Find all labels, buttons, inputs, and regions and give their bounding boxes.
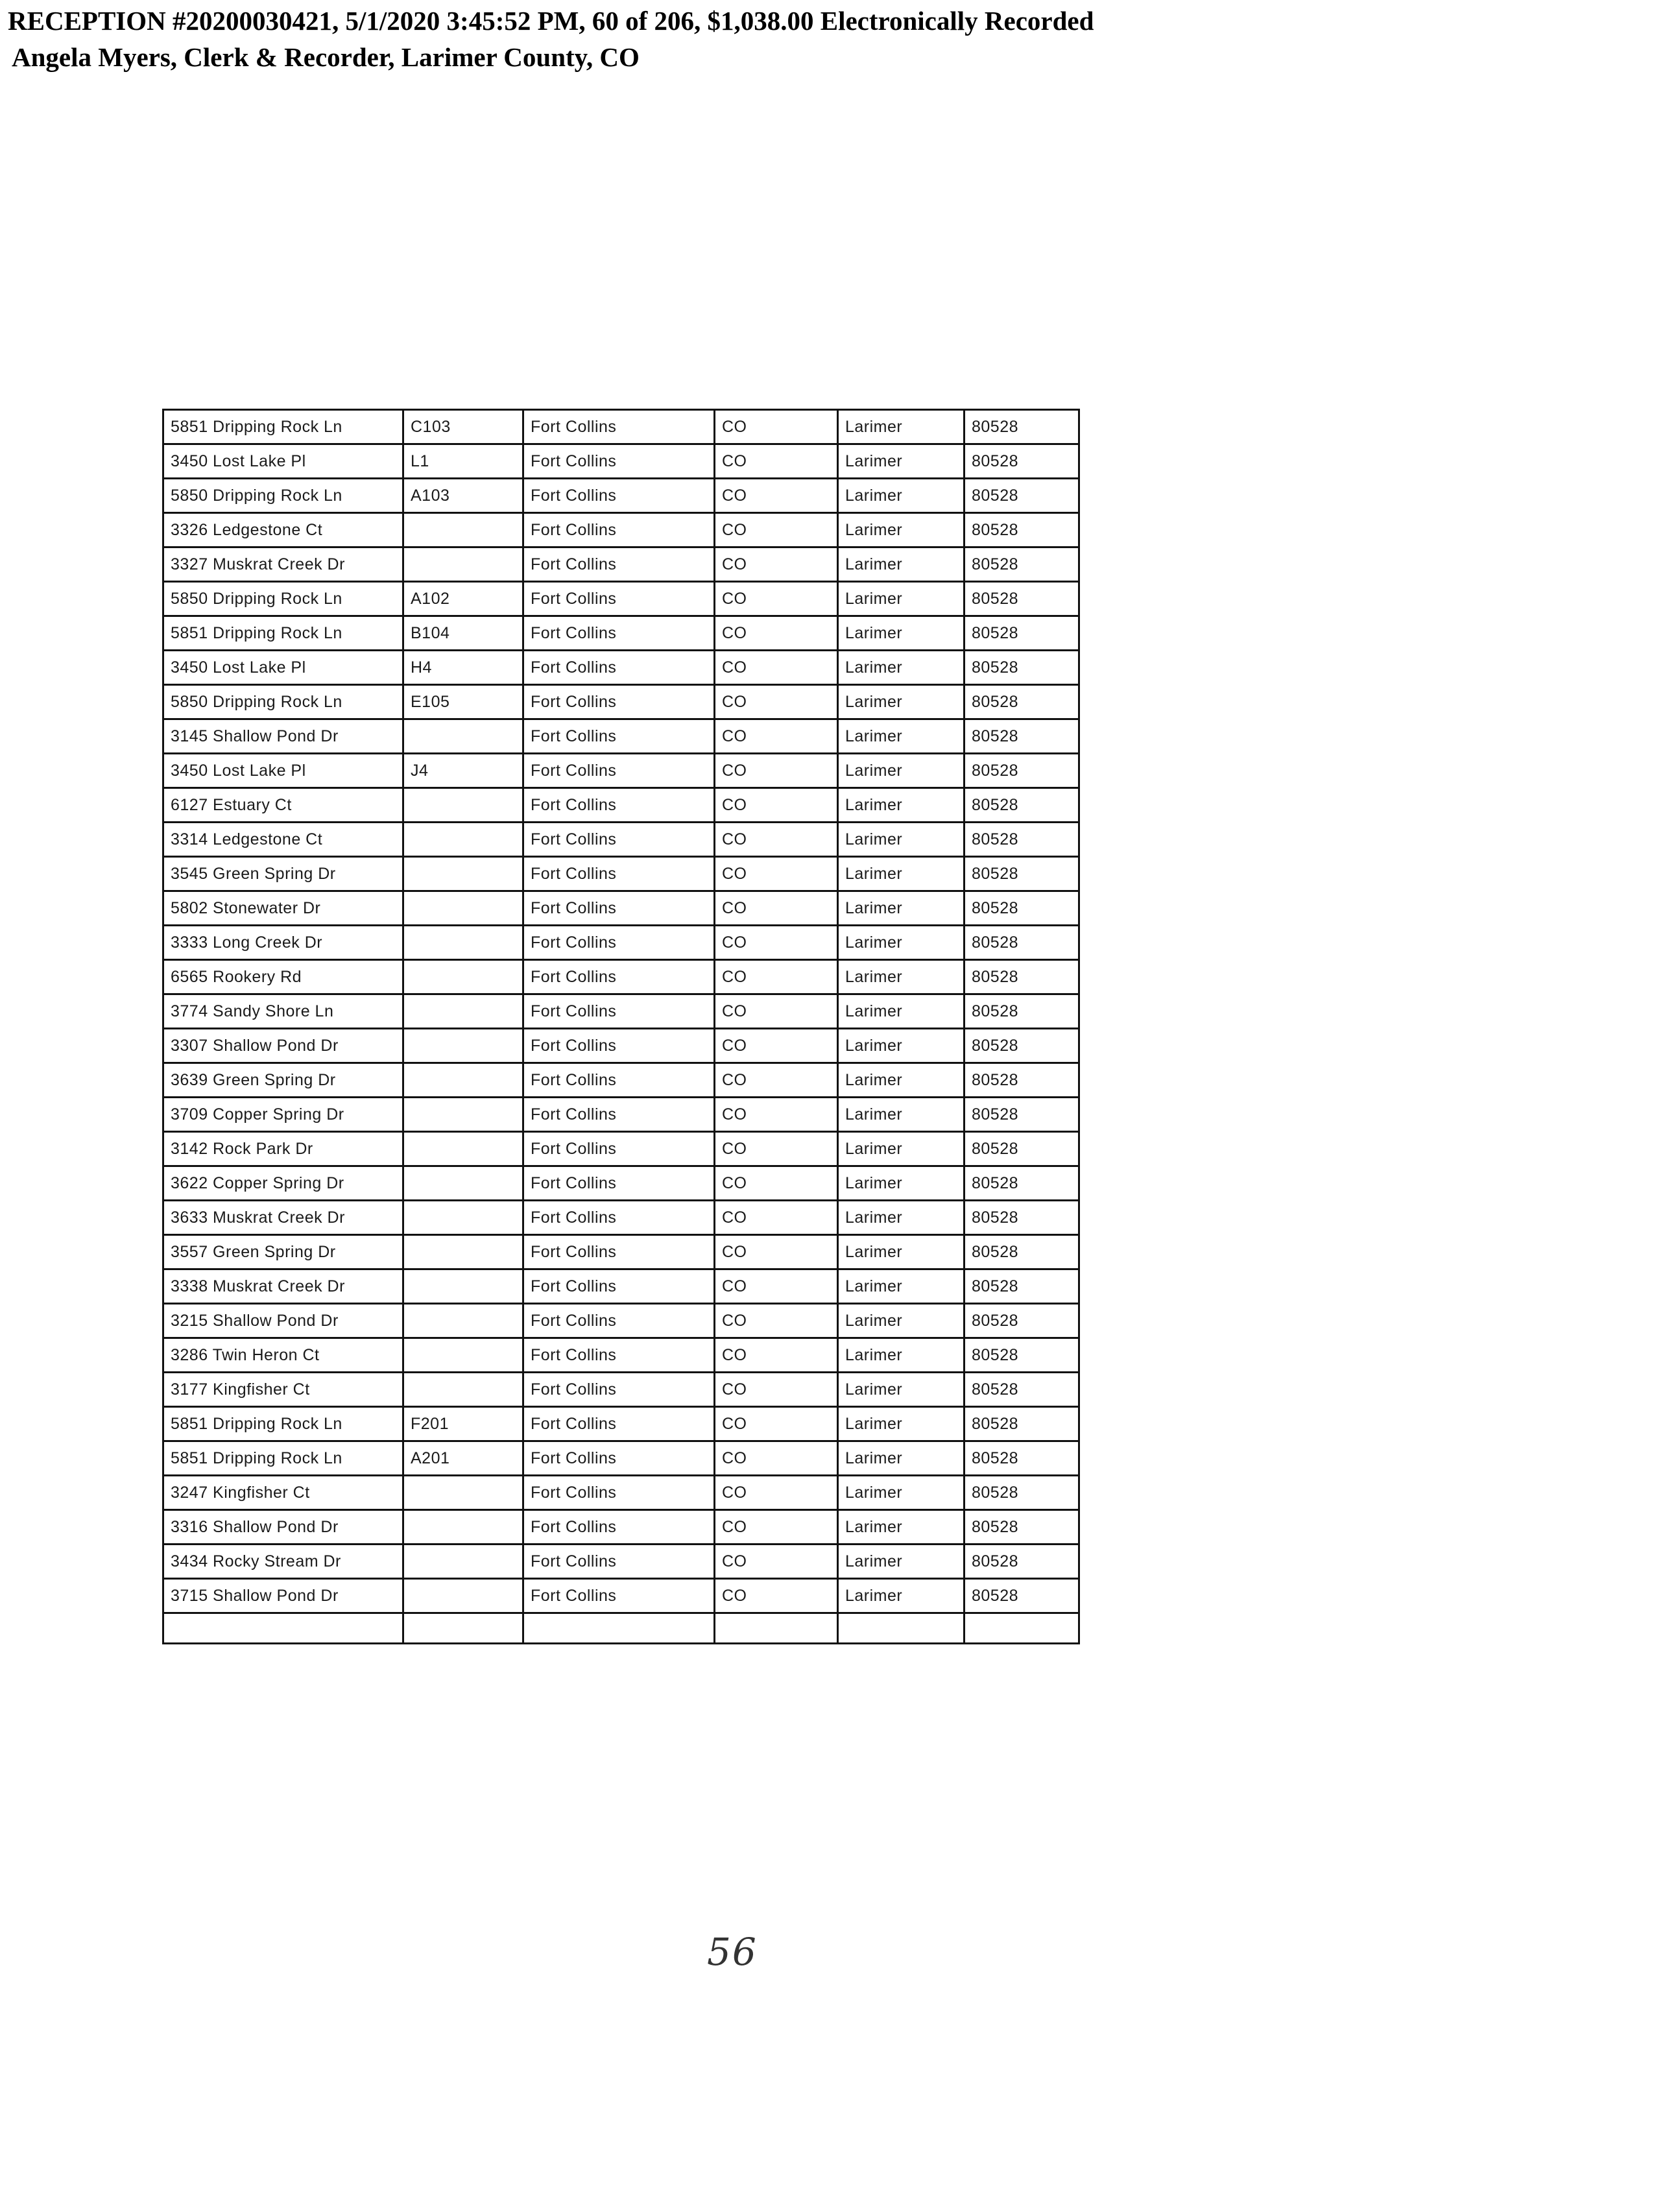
cell-state: CO [715, 685, 838, 719]
cell-state: CO [715, 1201, 838, 1235]
cell-address: 3333 Long Creek Dr [163, 926, 403, 960]
cell-zip: 80528 [965, 1166, 1079, 1201]
cell-address: 5850 Dripping Rock Ln [163, 582, 403, 616]
empty-cell [838, 1613, 965, 1644]
cell-address: 3622 Copper Spring Dr [163, 1166, 403, 1201]
cell-county: Larimer [838, 823, 965, 857]
cell-county: Larimer [838, 1510, 965, 1545]
cell-county: Larimer [838, 410, 965, 444]
cell-unit [403, 823, 523, 857]
cell-address: 5802 Stonewater Dr [163, 891, 403, 926]
cell-state: CO [715, 616, 838, 651]
table-row [163, 582, 1079, 616]
cell-city: Fort Collins [523, 410, 715, 444]
cell-state: CO [715, 547, 838, 582]
cell-state: CO [715, 1441, 838, 1476]
cell-state: CO [715, 823, 838, 857]
cell-unit: E105 [403, 685, 523, 719]
table-row [163, 444, 1079, 479]
cell-county: Larimer [838, 1269, 965, 1304]
cell-unit [403, 1201, 523, 1235]
cell-zip: 80528 [965, 719, 1079, 754]
cell-zip: 80528 [965, 1579, 1079, 1613]
cell-county: Larimer [838, 1373, 965, 1407]
table-row [163, 1098, 1079, 1132]
cell-unit [403, 1476, 523, 1510]
cell-state: CO [715, 788, 838, 823]
cell-zip: 80528 [965, 1098, 1079, 1132]
cell-state: CO [715, 1373, 838, 1407]
cell-state: CO [715, 410, 838, 444]
cell-city: Fort Collins [523, 1510, 715, 1545]
cell-city: Fort Collins [523, 823, 715, 857]
table-row [163, 719, 1079, 754]
cell-state: CO [715, 1235, 838, 1269]
table-row [163, 754, 1079, 788]
cell-address: 5851 Dripping Rock Ln [163, 1407, 403, 1441]
cell-city: Fort Collins [523, 1407, 715, 1441]
cell-zip: 80528 [965, 891, 1079, 926]
cell-state: CO [715, 1132, 838, 1166]
cell-county: Larimer [838, 857, 965, 891]
cell-state: CO [715, 960, 838, 994]
cell-unit [403, 1579, 523, 1613]
empty-cell [523, 1613, 715, 1644]
cell-zip: 80528 [965, 823, 1079, 857]
cell-state: CO [715, 754, 838, 788]
cell-address: 3307 Shallow Pond Dr [163, 1029, 403, 1063]
cell-county: Larimer [838, 1441, 965, 1476]
cell-county: Larimer [838, 513, 965, 547]
cell-county: Larimer [838, 1545, 965, 1579]
cell-city: Fort Collins [523, 754, 715, 788]
table-row [163, 788, 1079, 823]
cell-address: 3450 Lost Lake Pl [163, 444, 403, 479]
cell-unit: H4 [403, 651, 523, 685]
cell-unit [403, 513, 523, 547]
table-row [163, 1579, 1079, 1613]
cell-zip: 80528 [965, 1407, 1079, 1441]
cell-county: Larimer [838, 479, 965, 513]
table-row [163, 1166, 1079, 1201]
cell-zip: 80528 [965, 1545, 1079, 1579]
cell-address: 3326 Ledgestone Ct [163, 513, 403, 547]
cell-county: Larimer [838, 1579, 965, 1613]
cell-zip: 80528 [965, 685, 1079, 719]
table-row [163, 1545, 1079, 1579]
cell-zip: 80528 [965, 582, 1079, 616]
cell-unit [403, 1304, 523, 1338]
cell-unit: L1 [403, 444, 523, 479]
cell-unit [403, 994, 523, 1029]
cell-county: Larimer [838, 547, 965, 582]
cell-address: 3434 Rocky Stream Dr [163, 1545, 403, 1579]
cell-zip: 80528 [965, 651, 1079, 685]
cell-city: Fort Collins [523, 1166, 715, 1201]
cell-city: Fort Collins [523, 1304, 715, 1338]
cell-unit [403, 891, 523, 926]
cell-state: CO [715, 1063, 838, 1098]
cell-county: Larimer [838, 1029, 965, 1063]
cell-city: Fort Collins [523, 1373, 715, 1407]
cell-zip: 80528 [965, 1338, 1079, 1373]
table-row [163, 479, 1079, 513]
cell-city: Fort Collins [523, 1579, 715, 1613]
cell-address: 3247 Kingfisher Ct [163, 1476, 403, 1510]
empty-cell [163, 1613, 403, 1644]
cell-county: Larimer [838, 754, 965, 788]
cell-state: CO [715, 926, 838, 960]
cell-address: 3314 Ledgestone Ct [163, 823, 403, 857]
cell-address: 3316 Shallow Pond Dr [163, 1510, 403, 1545]
table-row [163, 960, 1079, 994]
cell-unit: A102 [403, 582, 523, 616]
cell-state: CO [715, 1476, 838, 1510]
cell-county: Larimer [838, 891, 965, 926]
cell-state: CO [715, 1338, 838, 1373]
cell-city: Fort Collins [523, 857, 715, 891]
cell-zip: 80528 [965, 1373, 1079, 1407]
cell-unit [403, 1545, 523, 1579]
cell-city: Fort Collins [523, 1201, 715, 1235]
table-row [163, 1269, 1079, 1304]
cell-address: 3450 Lost Lake Pl [163, 651, 403, 685]
cell-state: CO [715, 651, 838, 685]
cell-unit: F201 [403, 1407, 523, 1441]
cell-unit: J4 [403, 754, 523, 788]
cell-city: Fort Collins [523, 1235, 715, 1269]
cell-address: 5850 Dripping Rock Ln [163, 479, 403, 513]
cell-zip: 80528 [965, 1063, 1079, 1098]
cell-zip: 80528 [965, 960, 1079, 994]
cell-county: Larimer [838, 1476, 965, 1510]
cell-city: Fort Collins [523, 960, 715, 994]
cell-zip: 80528 [965, 444, 1079, 479]
cell-county: Larimer [838, 1098, 965, 1132]
cell-unit [403, 1373, 523, 1407]
cell-address: 5851 Dripping Rock Ln [163, 1441, 403, 1476]
cell-city: Fort Collins [523, 513, 715, 547]
cell-unit [403, 960, 523, 994]
table-row [163, 1132, 1079, 1166]
cell-zip: 80528 [965, 754, 1079, 788]
cell-city: Fort Collins [523, 616, 715, 651]
cell-city: Fort Collins [523, 1132, 715, 1166]
table-row [163, 651, 1079, 685]
cell-county: Larimer [838, 1338, 965, 1373]
cell-city: Fort Collins [523, 788, 715, 823]
cell-city: Fort Collins [523, 1029, 715, 1063]
table-row [163, 685, 1079, 719]
cell-unit [403, 1098, 523, 1132]
cell-state: CO [715, 891, 838, 926]
cell-unit [403, 788, 523, 823]
cell-state: CO [715, 1269, 838, 1304]
cell-zip: 80528 [965, 1201, 1079, 1235]
cell-zip: 80528 [965, 994, 1079, 1029]
cell-address: 3142 Rock Park Dr [163, 1132, 403, 1166]
cell-city: Fort Collins [523, 1441, 715, 1476]
cell-zip: 80528 [965, 513, 1079, 547]
cell-unit: B104 [403, 616, 523, 651]
empty-table-row [163, 1613, 1079, 1644]
cell-address: 3557 Green Spring Dr [163, 1235, 403, 1269]
cell-unit [403, 1235, 523, 1269]
cell-county: Larimer [838, 1132, 965, 1166]
cell-unit: A201 [403, 1441, 523, 1476]
cell-state: CO [715, 582, 838, 616]
cell-zip: 80528 [965, 788, 1079, 823]
table-row [163, 994, 1079, 1029]
cell-address: 3709 Copper Spring Dr [163, 1098, 403, 1132]
cell-county: Larimer [838, 1235, 965, 1269]
cell-state: CO [715, 1098, 838, 1132]
cell-unit [403, 1269, 523, 1304]
cell-unit [403, 926, 523, 960]
cell-zip: 80528 [965, 1510, 1079, 1545]
cell-county: Larimer [838, 651, 965, 685]
cell-zip: 80528 [965, 1029, 1079, 1063]
cell-city: Fort Collins [523, 685, 715, 719]
cell-state: CO [715, 1510, 838, 1545]
cell-county: Larimer [838, 994, 965, 1029]
cell-county: Larimer [838, 444, 965, 479]
cell-address: 3774 Sandy Shore Ln [163, 994, 403, 1029]
table-row [163, 1510, 1079, 1545]
cell-zip: 80528 [965, 1132, 1079, 1166]
table-row [163, 857, 1079, 891]
empty-cell [403, 1613, 523, 1644]
table-row [163, 823, 1079, 857]
cell-state: CO [715, 1166, 838, 1201]
table-row [163, 1407, 1079, 1441]
cell-unit [403, 1029, 523, 1063]
cell-zip: 80528 [965, 547, 1079, 582]
cell-zip: 80528 [965, 926, 1079, 960]
cell-city: Fort Collins [523, 547, 715, 582]
cell-state: CO [715, 994, 838, 1029]
cell-county: Larimer [838, 1304, 965, 1338]
cell-city: Fort Collins [523, 994, 715, 1029]
cell-unit: A103 [403, 479, 523, 513]
cell-address: 3639 Green Spring Dr [163, 1063, 403, 1098]
cell-unit [403, 1132, 523, 1166]
cell-state: CO [715, 513, 838, 547]
cell-unit [403, 1166, 523, 1201]
cell-county: Larimer [838, 719, 965, 754]
cell-zip: 80528 [965, 1476, 1079, 1510]
cell-zip: 80528 [965, 616, 1079, 651]
cell-address: 5851 Dripping Rock Ln [163, 410, 403, 444]
cell-county: Larimer [838, 1063, 965, 1098]
table-row [163, 1063, 1079, 1098]
cell-city: Fort Collins [523, 891, 715, 926]
cell-unit [403, 719, 523, 754]
cell-city: Fort Collins [523, 1545, 715, 1579]
cell-address: 3145 Shallow Pond Dr [163, 719, 403, 754]
handwritten-page-number: 56 [707, 1930, 758, 1974]
cell-zip: 80528 [965, 1304, 1079, 1338]
cell-county: Larimer [838, 788, 965, 823]
empty-cell [965, 1613, 1079, 1644]
reception-line: RECEPTION #20200030421, 5/1/2020 3:45:52 PM, 60 of 206, $1,038.00 Electronically Recorded [8, 6, 1094, 36]
recording-header [8, 3, 1094, 75]
cell-address: 3633 Muskrat Creek Dr [163, 1201, 403, 1235]
property-table [162, 409, 1080, 1644]
cell-county: Larimer [838, 1166, 965, 1201]
property-table-body [163, 410, 1079, 1644]
cell-city: Fort Collins [523, 1098, 715, 1132]
cell-city: Fort Collins [523, 1269, 715, 1304]
cell-unit [403, 547, 523, 582]
cell-zip: 80528 [965, 1235, 1079, 1269]
cell-state: CO [715, 1545, 838, 1579]
cell-county: Larimer [838, 616, 965, 651]
cell-unit [403, 857, 523, 891]
cell-zip: 80528 [965, 1441, 1079, 1476]
cell-state: CO [715, 1579, 838, 1613]
table-row [163, 513, 1079, 547]
cell-county: Larimer [838, 582, 965, 616]
table-row [163, 926, 1079, 960]
cell-state: CO [715, 479, 838, 513]
table-row [163, 1029, 1079, 1063]
cell-county: Larimer [838, 1201, 965, 1235]
cell-unit [403, 1510, 523, 1545]
table-row [163, 1476, 1079, 1510]
table-row [163, 616, 1079, 651]
cell-county: Larimer [838, 685, 965, 719]
cell-address: 3286 Twin Heron Ct [163, 1338, 403, 1373]
table-row [163, 891, 1079, 926]
cell-state: CO [715, 1304, 838, 1338]
cell-zip: 80528 [965, 857, 1079, 891]
cell-city: Fort Collins [523, 479, 715, 513]
table-row [163, 1304, 1079, 1338]
cell-city: Fort Collins [523, 1338, 715, 1373]
cell-state: CO [715, 1029, 838, 1063]
cell-city: Fort Collins [523, 926, 715, 960]
cell-city: Fort Collins [523, 1476, 715, 1510]
cell-city: Fort Collins [523, 651, 715, 685]
cell-zip: 80528 [965, 1269, 1079, 1304]
table-row [163, 547, 1079, 582]
cell-zip: 80528 [965, 410, 1079, 444]
table-row [163, 410, 1079, 444]
cell-county: Larimer [838, 1407, 965, 1441]
cell-state: CO [715, 857, 838, 891]
cell-county: Larimer [838, 960, 965, 994]
cell-unit [403, 1338, 523, 1373]
cell-state: CO [715, 719, 838, 754]
cell-address: 3177 Kingfisher Ct [163, 1373, 403, 1407]
cell-city: Fort Collins [523, 582, 715, 616]
cell-address: 5850 Dripping Rock Ln [163, 685, 403, 719]
recorder-line: Angela Myers, Clerk & Recorder, Larimer County, CO [12, 42, 640, 72]
cell-address: 3545 Green Spring Dr [163, 857, 403, 891]
cell-city: Fort Collins [523, 719, 715, 754]
cell-zip: 80528 [965, 479, 1079, 513]
cell-address: 3215 Shallow Pond Dr [163, 1304, 403, 1338]
cell-state: CO [715, 444, 838, 479]
cell-address: 5851 Dripping Rock Ln [163, 616, 403, 651]
cell-unit: C103 [403, 410, 523, 444]
cell-address: 3327 Muskrat Creek Dr [163, 547, 403, 582]
cell-city: Fort Collins [523, 444, 715, 479]
empty-cell [715, 1613, 838, 1644]
table-row [163, 1373, 1079, 1407]
cell-state: CO [715, 1407, 838, 1441]
cell-unit [403, 1063, 523, 1098]
table-row [163, 1338, 1079, 1373]
cell-city: Fort Collins [523, 1063, 715, 1098]
cell-address: 3338 Muskrat Creek Dr [163, 1269, 403, 1304]
table-row [163, 1235, 1079, 1269]
table-row [163, 1441, 1079, 1476]
cell-address: 6565 Rookery Rd [163, 960, 403, 994]
cell-address: 3715 Shallow Pond Dr [163, 1579, 403, 1613]
cell-address: 6127 Estuary Ct [163, 788, 403, 823]
cell-county: Larimer [838, 926, 965, 960]
table-row [163, 1201, 1079, 1235]
cell-address: 3450 Lost Lake Pl [163, 754, 403, 788]
